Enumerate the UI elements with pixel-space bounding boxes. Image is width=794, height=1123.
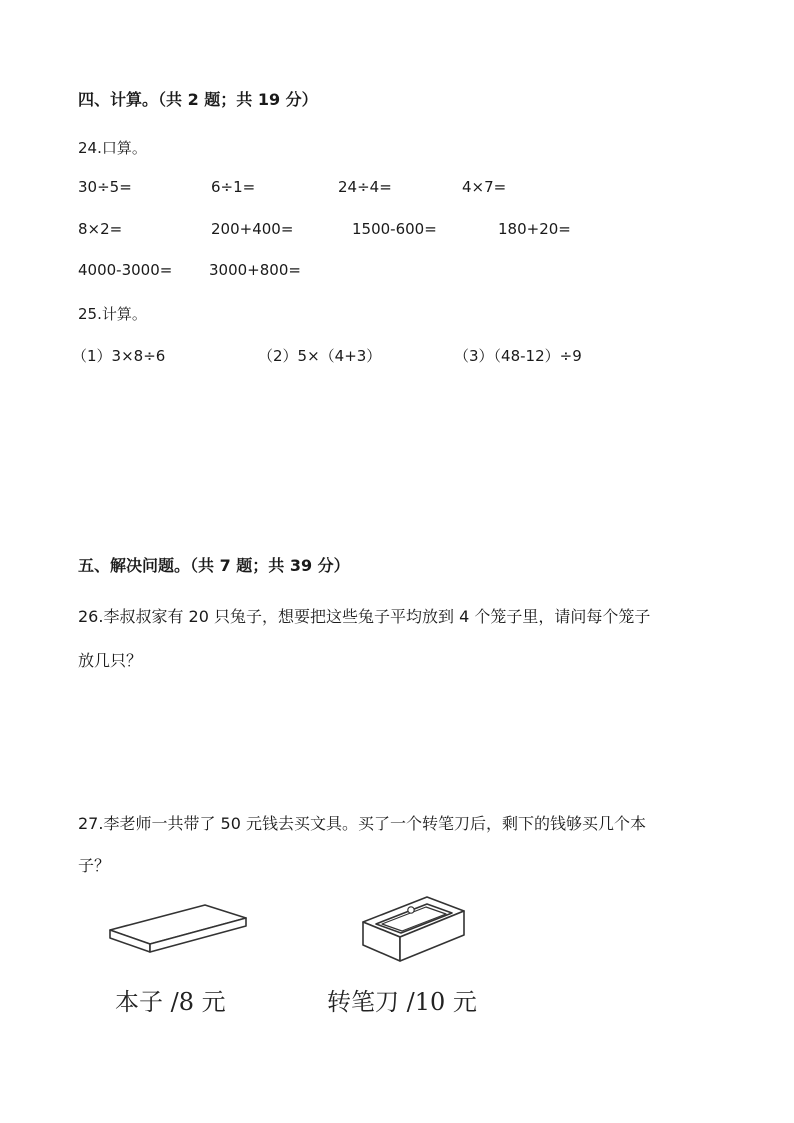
oral-calc-item: 8×2= [78, 220, 123, 238]
question-26-line2: 放几只？ [78, 651, 143, 670]
question-26-line1: 26.李叔叔家有 20 只兔子，想要把这些兔子平均放到 4 个笼子里，请问每个笼子 [78, 607, 651, 626]
oral-calc-item: 4×7= [462, 178, 507, 196]
oral-calc-item: 30÷5= [78, 178, 132, 196]
section-4-title: 四、计算。（共 2 题；共 19 分） [78, 90, 318, 109]
calc-item: （3）（48-12）÷9 [454, 347, 582, 365]
question-27-line2: 子？ [78, 856, 111, 875]
oral-calc-item: 4000-3000= [78, 261, 173, 279]
question-24-title: 24.口算。 [78, 139, 147, 157]
question-25-title: 25.计算。 [78, 305, 147, 323]
oral-calc-item: 200+400= [211, 220, 294, 238]
oral-calc-item: 6÷1= [211, 178, 256, 196]
oral-calc-item: 3000+800= [209, 261, 301, 279]
oral-calc-item: 180+20= [498, 220, 571, 238]
oral-calc-item: 1500-600= [352, 220, 437, 238]
question-27-line1: 27.李老师一共带了 50 元钱去买文具。买了一个转笔刀后，剩下的钱够买几个本 [78, 814, 646, 833]
section-5-title: 五、解决问题。（共 7 题；共 39 分） [78, 556, 350, 575]
pencil-sharpener-icon [360, 893, 468, 963]
notebook-price-label: 本子 /8 元 [115, 988, 226, 1016]
calc-item: （2）5×（4+3） [258, 347, 382, 365]
oral-calc-item: 24÷4= [338, 178, 392, 196]
notebook-icon [106, 902, 250, 954]
sharpener-price-label: 转笔刀 /10 元 [327, 988, 477, 1016]
calc-item: （1）3×8÷6 [72, 347, 166, 365]
